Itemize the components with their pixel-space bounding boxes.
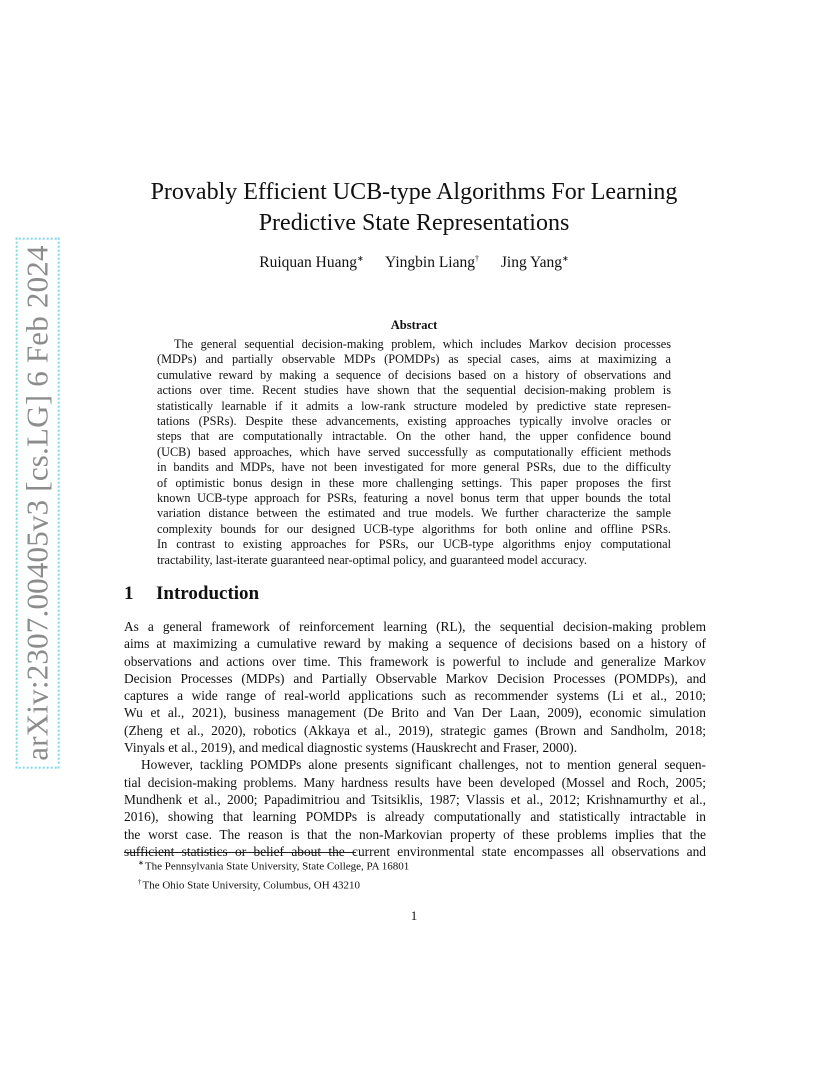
abstract-line: The general sequential decision-making problem, which includes Markov decision processes [174,337,671,351]
body-line: However, tackling POMDPs alone presents significant challenges, not to mention general sequen- [141,757,706,773]
arxiv-identifier-text: arXiv:2307.00405v3 [cs.LG] 6 Feb 2024 [16,237,60,768]
body-line: the worst case. The reason is that the non-Markovian property of these problems implies that the [124,826,706,842]
abstract-line: of optimistic bonus design in these more challenging settings. This paper proposes the first [157,475,671,490]
abstract-text [157,337,671,568]
body-line: Decision Processes (MDPs) and Partially Observable Markov Decision Processes (POMDPs), and [124,670,706,686]
author-affiliation-mark[interactable]: ∗ [562,254,569,263]
body-line: captures a wide range of real-world applications such as recommender systems (Li et al., 2010; [124,688,706,704]
abstract-heading: Abstract [390,318,438,332]
body-line: Vinyals et al., 2019), and medical diagnostic systems (Hauskrecht and Fraser, 2000). [124,740,578,756]
abstract-line: cumulative reward by making a sequence of decisions based on a history of observations and [157,367,671,382]
paper-title [0,177,828,239]
footnotes [138,856,409,893]
footnote-text: The Pennsylvania State University, State College, PA 16801 [144,860,410,873]
section-heading [124,583,259,605]
abstract-line: tations (PSRs). Despite these advancements, existing approaches typically involve oracles or [157,414,671,429]
body-line: sufficient statistics or belief about the current environmental state encompasses all observations and [124,843,706,859]
body-line: 2016), showing that learning POMDPs is already computationally and statistically intractable in [124,809,706,825]
body-line: Wu et al., 2021), business management (De Brito and Van Der Laan, 2009), economic simulation [124,705,706,721]
abstract-line: statistically learnable if it admits a low-rank structure modeled by predictive state represen- [157,398,671,413]
author-name: Ruiquan Huang [259,254,357,272]
title-line-2: Predictive State Representations [258,210,570,236]
footnote-mark: † [138,877,142,886]
body-line: aims at maximizing a cumulative reward by making a sequence of decisions based on a history of [124,636,706,652]
section-number: 1 [124,583,134,604]
author-affiliation-mark[interactable]: † [474,254,479,263]
body-line: tial decision-making problems. Many hardness results have been developed (Mossel and Roch, 2005; [124,774,706,790]
body-line: As a general framework of reinforcement learning (RL), the sequential decision-making problem [124,619,706,634]
abstract-line: in bandits and MDPs, have not been investigated for more general PSRs, due to the difficulty [157,460,671,475]
abstract-line: steps that are computationally intractable. On the other hand, the upper confidence bound [157,429,671,444]
abstract-line: complexity bounds for our designed UCB-type algorithms for both online and offline PSRs. [157,521,671,536]
abstract-line: tractability, last-iterate guaranteed near-optimal policy, and guaranteed model accuracy. [157,552,587,567]
arxiv-identifier[interactable] [18,245,58,761]
footnote-item [138,875,409,894]
abstract-line: actions over time. Recent studies have shown that the sequential decision-making problem is [157,383,671,398]
abstract-line: (MDPs) and partially observable MDPs (POMDPs) as special cases, aims at maximizing a [157,352,671,367]
author-list [0,254,828,272]
abstract-line: (UCB) based approaches, which have served successfully as computationally efficient methods [157,444,671,459]
footnote-divider [124,852,356,853]
body-line: observations and actions over time. This framework is powerful to include and generalize Markov [124,653,706,669]
footnote-mark: ∗ [138,859,144,867]
footnote-item [138,856,409,875]
section-title: Introduction [156,583,260,604]
body-line: Mundhenk et al., 2000; Papadimitriou and Tsitsiklis, 1987; Vlassis et al., 2012; Krishnamurthy et al., [124,791,706,807]
abstract-line: variation distance between the estimated and true models. We further characterize the sample [157,506,671,521]
author-name: Jing Yang [500,254,563,272]
author-name: Yingbin Liang [385,254,475,272]
title-line-1: Provably Efficient UCB-type Algorithms For Learning [150,179,678,205]
page-number: 1 [410,908,418,923]
introduction-body [124,618,706,860]
body-line: (Zheng et al., 2020), robotics (Akkaya et al., 2019), strategic games (Brown and Sandholm, 2018; [124,722,706,738]
abstract-line: known UCB-type approach for PSRs, featuring a novel bonus term that upper bounds the total [157,491,671,506]
footnote-text: The Ohio State University, Columbus, OH 43210 [142,879,360,892]
author-affiliation-mark[interactable]: ∗ [356,254,364,263]
abstract-line: In contrast to existing approaches for PSRs, our UCB-type algorithms enjoy computational [157,537,671,552]
